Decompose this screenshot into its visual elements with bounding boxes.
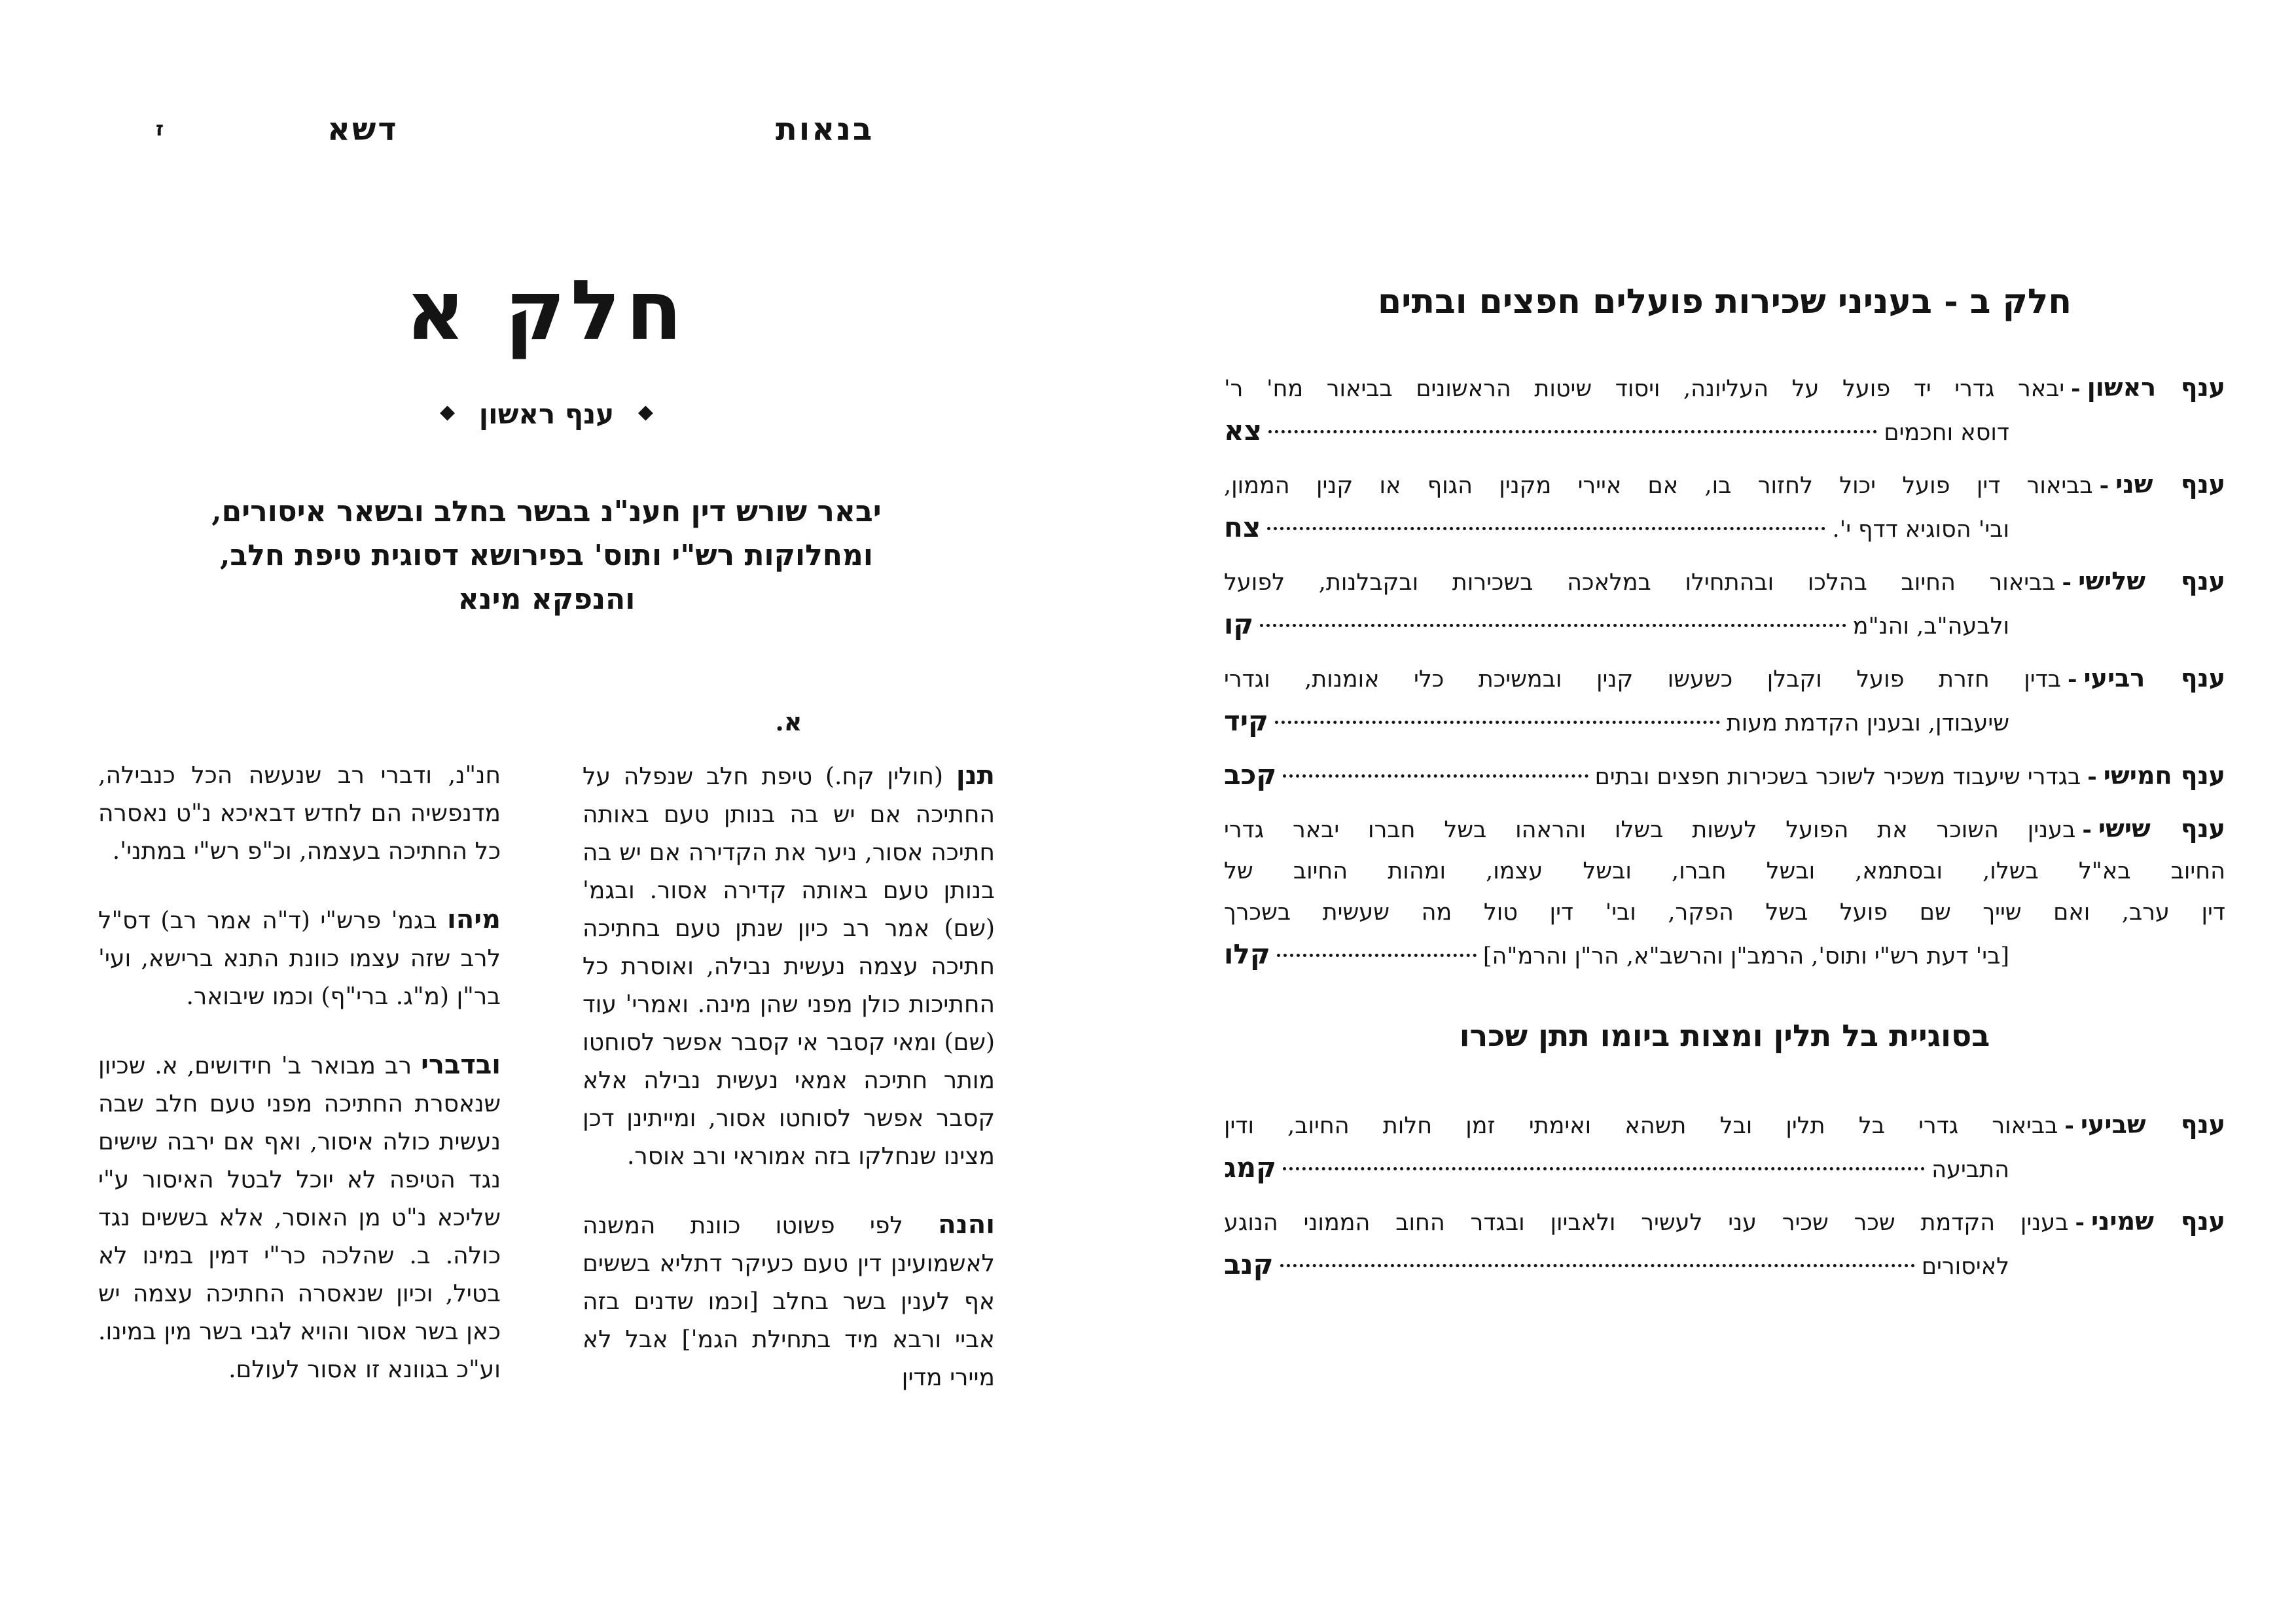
branch-heading: [98, 398, 995, 430]
toc-entry-lastline: [1224, 604, 2225, 647]
subtitle-line: ומחלוקות רש"י ותוס' בפירושא דסוגית טיפת חלב,: [220, 539, 873, 572]
toc-entry-label: ענף שביעי: [2080, 1110, 2225, 1139]
toc-entry-lastline: [1224, 1244, 2225, 1288]
paragraph-text: רב מבואר ב' חידושים, א. שכיון שנאסרת החתיכה מפני טעם חלב שבה נעשית כולה איסור, ואף אם ירבה שישים נגד הטיפה לא יוכל לבטל האיסור ע"י שליכא נ"ט מן האוסר, אלא בששים נגד כולה. ב. שהלכה כר"י דמין במינו לא בטיל, וכיון שנאסרה החתיכה עצמה יש כאן בשר אסור והויא לגבי בשר מין במינו. וע"כ בגוונא זו אסור לעולם.: [98, 1053, 501, 1383]
folio-number: ז: [156, 118, 164, 141]
toc-entry-page: קיד: [1224, 705, 1268, 737]
toc-entry: [1224, 1200, 2225, 1288]
toc-entry-text: דין ערב, ואם שייך שם פועל בשל הפקר, ובי' דין טול מה שעשית בשכרך: [1224, 899, 2225, 926]
toc-entry-separator: -: [2067, 666, 2077, 693]
toc-subheading: בסוגיית בל תלין ומצות ביומו תתן שכרו: [1459, 1018, 1990, 1053]
toc-entry-separator: -: [2062, 569, 2072, 596]
toc-entry-lastline: [1224, 700, 2225, 744]
toc-entry: [1224, 754, 2225, 798]
toc-entry-line: [1224, 463, 2225, 507]
paragraph-text: לפי פשוטו כוונת המשנה לאשמועינן דין טעם כעיקר דתליא בששים אף לענין בשר בחלב [וכמו שדנים בזה אביי ורבא מיד בתחילת הגמ'] אבל לא מיירי מדין: [583, 1212, 995, 1391]
toc-entry-page: צא: [1224, 414, 1262, 446]
toc-entry: [1224, 1104, 2225, 1191]
toc-entry-line: [1224, 367, 2225, 410]
toc-entry-line: [1224, 892, 2225, 933]
toc-entry-text: בביאור החיוב בהלכו ובהתחילו במלאכה בשכירות ובקבלנות, לפועל: [1224, 569, 2056, 596]
ornament-icon: ◆: [637, 401, 653, 424]
toc-entry-separator: -: [2082, 816, 2092, 843]
dot-leader-icon: [1275, 721, 1720, 724]
toc-entry-separator: -: [2087, 763, 2097, 790]
paragraph-text: בגמ' פרש"י (ד"ה אמר רב) דס"ל לרב שזה עצמו כוונת התנא ברישא, ועי' בר"ן (מ"ג. ברי"ף) וכמו שיבואר.: [98, 907, 501, 1010]
body-paragraph: [98, 1046, 501, 1389]
running-header-title-right: בנאות: [776, 111, 874, 148]
subtitle-line: יבאר שורש דין חענ"נ בבשר בחלב ובשאר איסורים,: [211, 495, 882, 528]
body-column-outer: [98, 757, 501, 1389]
section-letter: א.: [775, 707, 802, 736]
toc-entry-separator: -: [2064, 1112, 2074, 1139]
toc-entry-label: ענף שלישי: [2078, 566, 2225, 596]
toc-entry-page: קלו: [1224, 938, 1270, 970]
toc-entry-text: בענין השוכר את הפועל לעשות בשלו והראהו בשל חברו יבאר גדרי: [1224, 817, 2076, 843]
toc-entry-label: ענף שישי: [2098, 814, 2225, 843]
toc-entry-line: [1224, 1200, 2225, 1244]
body-paragraph: [98, 757, 501, 871]
toc-entry-label: ענף שני: [2115, 469, 2225, 499]
paragraph-text: (חולין קח.) טיפת חלב שנפלה על החתיכה אם יש בה בנותן טעם באותה חתיכה אסור, ניער את הקדירה אם יש בה בנותן טעם באותה קדירה אסור. ובגמ' (שם) אמר רב כיון שנתן טעם בחתיכה חתיכה עצמה נעשית נבילה, ואוסרת כל החתיכות כולן מפני שהן מינה. ואמרי' עוד (שם) ומאי קסבר אי קסבר אפשר לסוחטו מותר חתיכה אמאי נעשית נבילה אלא קסבר אפשר לסוחטו אסור, ומייתינן דכן מצינו שנחלקו בזה אמוראי ורב אוסר.: [583, 763, 995, 1170]
toc-entry-text: התביעה: [1931, 1157, 2009, 1183]
part-title: חלק א: [405, 262, 688, 359]
toc-entry-label: ענף שמיני: [2090, 1206, 2225, 1236]
chapter-subtitle: [98, 490, 995, 621]
dot-leader-icon: [1280, 1264, 1915, 1267]
body-paragraph: [98, 901, 501, 1016]
toc-entry-line: [1224, 1104, 2225, 1147]
toc-entry-line: [1224, 851, 2225, 892]
toc-entry-text: בענין הקדמת שכר שכיר עני לעשיר ולאביון ובגדר החוב הממוני הנוגע: [1224, 1210, 2069, 1236]
toc-entry-text: בדין חזרת פועל וקבלן כשעשו קנין ובמשיכת כלי אומנות, וגדרי: [1224, 666, 2061, 693]
toc-entry-lastline: [1224, 507, 2225, 550]
toc-entry-separator: -: [2071, 375, 2081, 402]
toc-entry: [1224, 367, 2225, 454]
left-page: [98, 0, 995, 1624]
dot-leader-icon: [1260, 624, 1846, 627]
dot-leader-icon: [1267, 527, 1825, 530]
toc-entry-text: בביאור גדרי בל תלין ובל תשהא ואימתי זמן חלות החיוב, ודין: [1224, 1113, 2058, 1139]
paragraph-text: חנ"נ, ודברי רב שנעשה הכל כנבילה, מדנפשיה הם לחדש דבאיכא נ"ט נאסרה כל החתיכה בעצמה, וכ"פ רש"י במתני'.: [98, 762, 501, 865]
toc-entry-text: החיוב בא"ל בשלו, ובסתמא, ובשל חברו, ובשל עצמו, ומהות החיוב של: [1224, 858, 2225, 884]
toc-entry-page: צח: [1224, 511, 1261, 543]
toc-entry-lastline: [1224, 410, 2225, 454]
toc-entry-label: ענף חמישי: [2103, 761, 2225, 790]
toc-entry-page: קנב: [1224, 1248, 1274, 1280]
toc-entry-label: ענף רביעי: [2083, 663, 2226, 693]
subtitle-line: והנפקא מינא: [457, 583, 636, 616]
toc-entry-separator: -: [2099, 472, 2109, 499]
dot-leader-icon: [1277, 954, 1477, 957]
branch-heading-label: ענף ראשון: [478, 398, 615, 430]
toc-entry-text: שיעבודן, ובענין הקדמת מעות: [1726, 710, 2009, 736]
toc-entry: [1224, 463, 2225, 550]
toc-entry: [1224, 560, 2225, 647]
right-page: [1224, 0, 2225, 1624]
body-column-inner: [583, 757, 995, 1397]
toc-entry-page: קו: [1224, 608, 1254, 640]
toc-entry-label: ענף ראשון: [2087, 372, 2225, 402]
toc-entry-line: [1224, 560, 2225, 604]
paragraph-lead-word: ובדברי: [421, 1049, 501, 1080]
toc-list: [1224, 367, 2225, 1297]
toc-entry-separator: -: [2075, 1209, 2085, 1236]
toc-entry-text: ובי' הסוגיא דדף י'.: [1832, 516, 2009, 543]
toc-entry-line: [1224, 808, 2225, 851]
toc-entry-text: לאיסורים: [1921, 1254, 2009, 1280]
body-paragraph: [583, 1206, 995, 1397]
paragraph-lead-word: והנה: [938, 1209, 995, 1240]
toc-entry-text: בגדרי שיעבוד משכיר לשוכר בשכירות חפצים ובתים: [1594, 764, 2081, 790]
toc-entry-lastline: [1224, 933, 2225, 977]
toc-entry-text: דוסא וחכמים: [1884, 420, 2009, 446]
ornament-icon: ◆: [440, 401, 456, 424]
toc-entry-line: [1224, 657, 2225, 700]
toc-entry-text: [בי' דעת רש"י ותוס', הרמב"ן והרשב"א, הר"ן והרמ"ה]: [1482, 943, 2009, 969]
dot-leader-icon: [1283, 774, 1588, 778]
toc-entry-lastline: [1224, 754, 2225, 798]
dot-leader-icon: [1283, 1167, 1925, 1170]
toc-entry-page: קמג: [1224, 1151, 1277, 1183]
dot-leader-icon: [1268, 430, 1877, 433]
toc-entry-lastline: [1224, 1147, 2225, 1191]
toc-entry-text: יבאר גדרי יד פועל על העליונה, ויסוד שיטות הראשונים בביאור מח' ר': [1224, 376, 2065, 402]
toc-entry: [1224, 657, 2225, 744]
toc-entry-text: בביאור דין פועל יכול לחזור בו, אם איירי מקנין הגוף או קנין הממון,: [1224, 473, 2093, 499]
paragraph-lead-word: תנן: [956, 760, 995, 791]
toc-entry-page: קכב: [1224, 759, 1277, 791]
toc-entry: [1224, 808, 2225, 977]
toc-heading: חלק ב - בעניני שכירות פועלים חפצים ובתים: [1377, 281, 2072, 321]
toc-entry-text: ולבעה"ב, והנ"מ: [1852, 613, 2009, 640]
running-header-title-left: דשא: [327, 111, 399, 148]
body-paragraph: [583, 757, 995, 1176]
paragraph-lead-word: מיהו: [447, 904, 501, 935]
